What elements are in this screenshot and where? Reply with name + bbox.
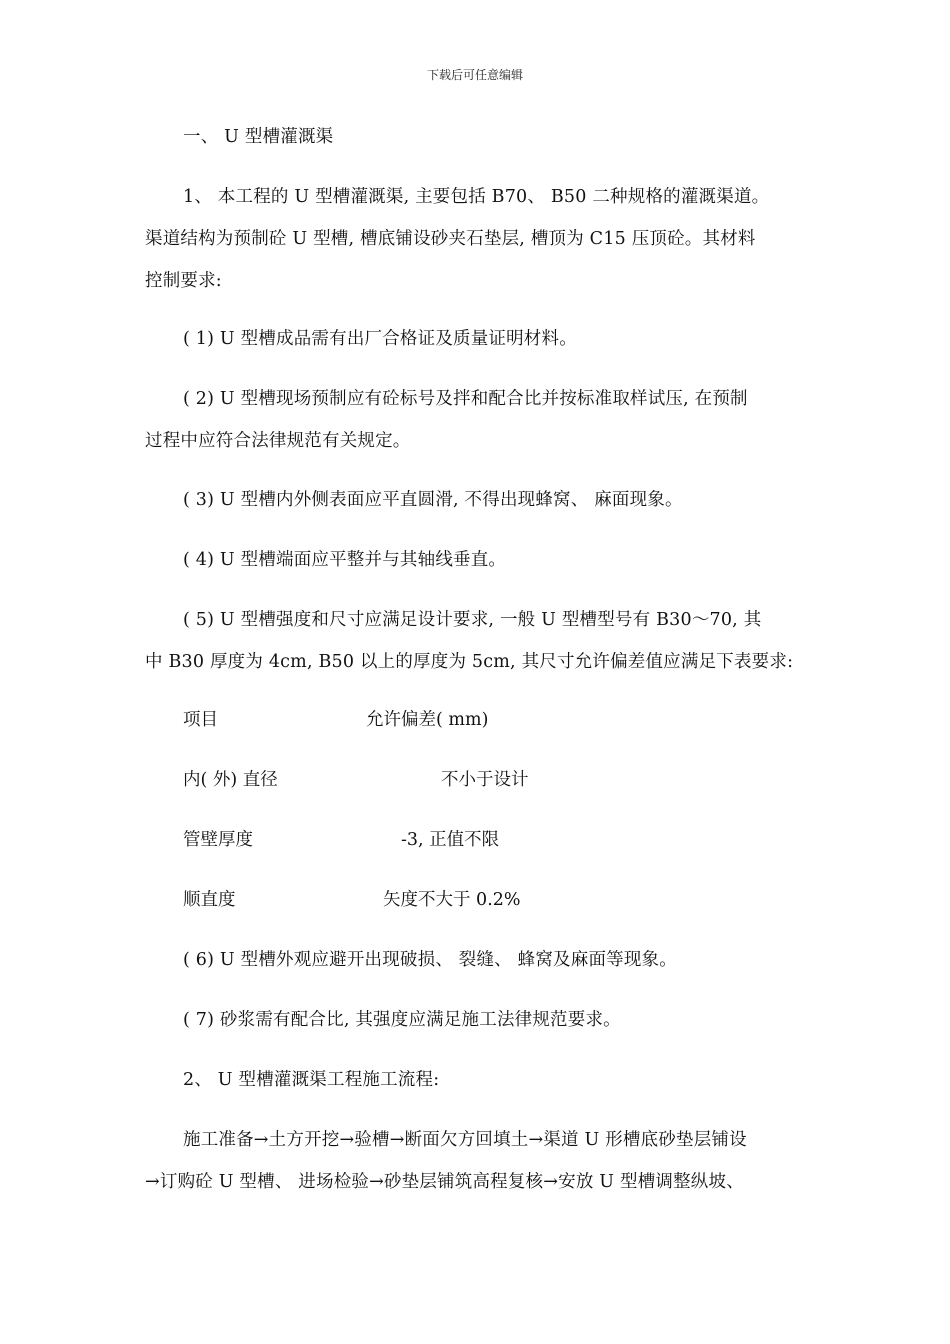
flow-line-2: →订购砼 U 型槽、 进场检验→砂垫层铺筑高程复核→安放 U 型槽调整纵坡、: [145, 1172, 744, 1192]
list-item-4: ( 4) U 型槽端面应平整并与其轴线垂直。: [183, 550, 507, 570]
list-item-3: ( 3) U 型槽内外侧表面应平直圆滑, 不得出现蜂窝、 麻面现象。: [183, 490, 683, 510]
table-cell-value: -3, 正值不限: [401, 830, 500, 850]
list-item-6: ( 6) U 型槽外观应避开出现破损、 裂缝、 蜂窝及麻面等现象。: [183, 950, 677, 970]
list-item-5-line-1: ( 5) U 型槽强度和尺寸应满足设计要求, 一般 U 型槽型号有 B30～70, 其: [183, 610, 762, 630]
list-item-5-line-2: 中 B30 厚度为 4cm, B50 以上的厚度为 5cm, 其尺寸允许偏差值应满足下表要求:: [145, 652, 794, 672]
flow-line-1: 施工准备→土方开挖→验槽→断面欠方回填土→渠道 U 形槽底砂垫层铺设: [183, 1130, 747, 1150]
paragraph-1-line-2: 渠道结构为预制砼 U 型槽, 槽底铺设砂夹石垫层, 槽顶为 C15 压顶砼。其材料: [145, 229, 756, 249]
section-heading-2: 2、 U 型槽灌溉渠工程施工流程:: [183, 1070, 440, 1090]
table-cell-item: 内( 外) 直径: [183, 770, 278, 790]
paragraph-1-line-3: 控制要求:: [145, 271, 222, 291]
table-cell-value: 允许偏差( mm): [366, 710, 489, 730]
list-item-2-line-2: 过程中应符合法律规范有关规定。: [145, 431, 411, 451]
table-cell-item: 顺直度: [183, 890, 236, 910]
list-item-2-line-1: ( 2) U 型槽现场预制应有砼标号及拌和配合比并按标准取样试压, 在预制: [183, 389, 748, 409]
paragraph-1-line-1: 1、 本工程的 U 型槽灌溉渠, 主要包括 B70、 B50 二种规格的灌溉渠道。: [183, 187, 770, 207]
list-item-1: ( 1) U 型槽成品需有出厂合格证及质量证明材料。: [183, 329, 577, 349]
page-header: 下载后可任意编辑: [426, 68, 523, 82]
table-cell-item: 项目: [183, 710, 218, 730]
table-cell-value: 矢度不大于 0.2%: [383, 890, 521, 910]
table-cell-value: 不小于设计: [441, 770, 529, 790]
list-item-7: ( 7) 砂浆需有配合比, 其强度应满足施工法律规范要求。: [183, 1010, 621, 1030]
table-cell-item: 管壁厚度: [183, 830, 253, 850]
section-heading-1: 一、 U 型槽灌溉渠: [183, 127, 334, 147]
